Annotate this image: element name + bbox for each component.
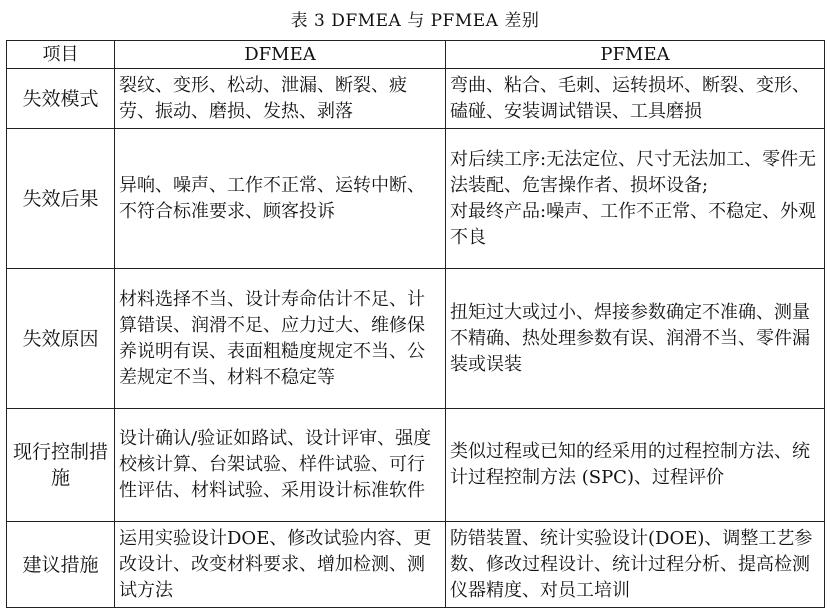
cell-text: 裂纹、变形、松动、泄漏、断裂、疲劳、振动、磨损、发热、剥落 xyxy=(119,74,407,122)
dfmea-cell xyxy=(115,269,446,409)
cell-text: 防错装置、统计实验设计(DOE)、调整工艺参数、修改过程设计、统计过程分析、提高检测仪器精度、对员工培训 xyxy=(450,527,813,601)
comparison-table xyxy=(6,40,825,608)
pfmea-cell xyxy=(446,522,825,608)
table-row xyxy=(7,129,825,269)
cell-text: 运用实验设计DOE、修改试验内容、更改设计、改变材料要求、增加检测、测试方法 xyxy=(119,527,432,601)
dfmea-cell xyxy=(115,522,446,608)
row-item-failure-effect: 失效后果 xyxy=(7,129,115,269)
pfmea-cell xyxy=(446,269,825,409)
cell-text: 材料选择不当、设计寿命估计不足、计算错误、润滑不足、应力过大、维修保养说明有误、表面粗糙度规定不当、公差规定不当、材料不稳定等 xyxy=(119,288,425,388)
pfmea-cell xyxy=(446,69,825,129)
cell-text: 扭矩过大或过小、焊接参数确定不准确、测量不精确、热处理参数有误、润滑不当、零件漏装或误装 xyxy=(450,301,810,375)
cell-text: 类似过程或已知的经采用的过程控制方法、统计过程控制方法 (SPC)、过程评价 xyxy=(450,441,810,488)
row-item-current-controls: 现行控制措施 xyxy=(7,409,115,522)
row-item-recommended-actions: 建议措施 xyxy=(7,522,115,608)
cell-text: 弯曲、粘合、毛刺、运转损坏、断裂、变形、磕碰、安装调试错误、工具磨损 xyxy=(450,74,810,122)
cell-text: 设计确认/验证如路试、设计评审、强度校核计算、台架试验、样件试验、可行性评估、材料试验、采用设计标准软件 xyxy=(119,428,432,501)
dfmea-cell xyxy=(115,69,446,129)
header-pfmea: PFMEA xyxy=(446,41,825,69)
header-row xyxy=(7,41,825,69)
cell-text: 对后续工序:无法定位、尺寸无法加工、零件无法装配、危害操作者、损坏设备; xyxy=(450,148,817,196)
table-caption: 表 3 DFMEA 与 PFMEA 差别 xyxy=(290,11,540,31)
pfmea-cell xyxy=(446,409,825,522)
table-row xyxy=(7,69,825,129)
cell-text: 对最终产品:噪声、工作不正常、不稳定、外观不良 xyxy=(450,200,817,248)
row-item-failure-cause: 失效原因 xyxy=(7,269,115,409)
row-item-failure-mode: 失效模式 xyxy=(7,69,115,129)
header-dfmea: DFMEA xyxy=(115,41,446,69)
table-row xyxy=(7,522,825,608)
table-row xyxy=(7,409,825,522)
dfmea-cell xyxy=(115,409,446,522)
header-item: 项目 xyxy=(7,41,115,69)
dfmea-cell xyxy=(115,129,446,269)
table-row xyxy=(7,269,825,409)
cell-text: 异响、噪声、工作不正常、运转中断、不符合标准要求、顾客投诉 xyxy=(119,174,425,222)
pfmea-cell xyxy=(446,129,825,269)
